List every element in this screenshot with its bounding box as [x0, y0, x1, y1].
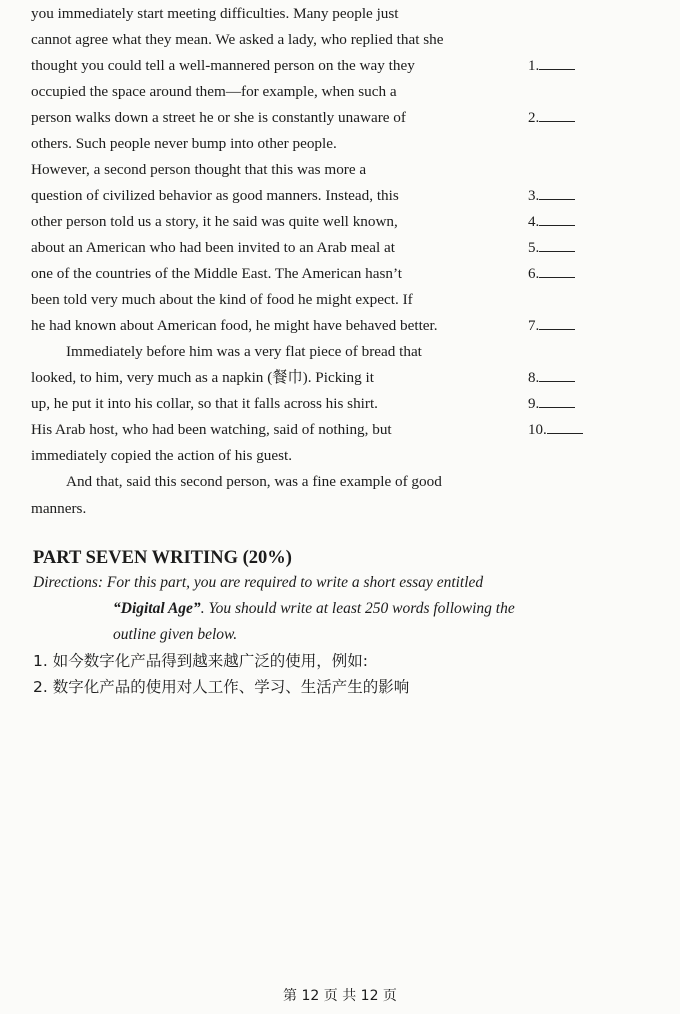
- answer-blank[interactable]: [528, 420, 583, 440]
- blank-number: 7.: [528, 318, 540, 334]
- page-number: 第 12 页 共 12 页: [283, 988, 397, 1004]
- answer-blank[interactable]: [528, 56, 575, 76]
- blank-number: 10.: [528, 422, 547, 438]
- answer-blank[interactable]: [528, 212, 575, 232]
- essay-title: “Digital Age”: [113, 600, 201, 617]
- answer-blank[interactable]: [528, 394, 575, 414]
- outline-item: 1. 如今数字化产品得到越来越广泛的使用，例如:: [33, 652, 368, 670]
- answer-blank[interactable]: [528, 238, 575, 258]
- passage-line: And that, said this second person, was a fine example of good: [66, 473, 442, 490]
- blank-line: [539, 395, 575, 408]
- answer-blank[interactable]: [528, 108, 575, 128]
- outline-item: 2. 数字化产品的使用对人工作、学习、生活产生的影响: [33, 678, 410, 696]
- directions-line: Directions: For this part, you are required to write a short essay entitled: [33, 574, 484, 591]
- passage-line: cannot agree what they mean. We asked a lady, who replied that she: [31, 31, 444, 48]
- blank-number: 1.: [528, 58, 540, 74]
- blank-line: [539, 317, 575, 330]
- blank-number: 6.: [528, 266, 540, 282]
- blank-line: [539, 57, 575, 70]
- passage-line: up, he put it into his collar, so that it falls across his shirt.: [31, 395, 378, 412]
- answer-blank[interactable]: [528, 368, 575, 388]
- passage-line: looked, to him, very much as a napkin (餐巾). Picking it: [31, 369, 374, 386]
- blank-line: [539, 213, 575, 226]
- answer-blank[interactable]: [528, 186, 575, 206]
- passage-line: person walks down a street he or she is constantly unaware of: [31, 109, 406, 126]
- passage-line: manners.: [31, 500, 87, 517]
- passage-line: Immediately before him was a very flat piece of bread that: [66, 343, 422, 360]
- passage-line: he had known about American food, he might have behaved better.: [31, 317, 438, 334]
- blank-line: [539, 109, 575, 122]
- directions-text: . You should write at least 250 words following the: [200, 600, 515, 617]
- blank-line: [539, 187, 575, 200]
- blank-number: 5.: [528, 240, 540, 256]
- passage-line: thought you could tell a well-mannered person on the way they: [31, 57, 415, 74]
- passage-line: immediately copied the action of his guest.: [31, 447, 293, 464]
- section-heading: PART SEVEN WRITING (20%): [33, 548, 292, 568]
- blank-line: [539, 369, 575, 382]
- blank-number: 4.: [528, 214, 540, 230]
- passage-line: His Arab host, who had been watching, said of nothing, but: [31, 421, 392, 438]
- blank-number: 9.: [528, 396, 540, 412]
- directions-line: [113, 599, 515, 619]
- directions-line: outline given below.: [113, 626, 238, 643]
- passage-line: been told very much about the kind of food he might expect. If: [31, 291, 413, 308]
- passage-line: However, a second person thought that this was more a: [31, 161, 367, 178]
- blank-number: 3.: [528, 188, 540, 204]
- passage-line: other person told us a story, it he said was quite well known,: [31, 213, 398, 230]
- passage-line: question of civilized behavior as good manners. Instead, this: [31, 187, 399, 204]
- blank-line: [547, 421, 583, 434]
- blank-number: 2.: [528, 110, 540, 126]
- answer-blank[interactable]: [528, 316, 575, 336]
- passage-line: others. Such people never bump into other people.: [31, 135, 337, 152]
- passage-line: you immediately start meeting difficulties. Many people just: [31, 5, 399, 22]
- passage-line: about an American who had been invited to an Arab meal at: [31, 239, 395, 256]
- blank-line: [539, 239, 575, 252]
- passage-line: occupied the space around them—for example, when such a: [31, 83, 397, 100]
- blank-number: 8.: [528, 370, 540, 386]
- passage-line: one of the countries of the Middle East. The American hasn’t: [31, 265, 403, 282]
- blank-line: [539, 265, 575, 278]
- answer-blank[interactable]: [528, 264, 575, 284]
